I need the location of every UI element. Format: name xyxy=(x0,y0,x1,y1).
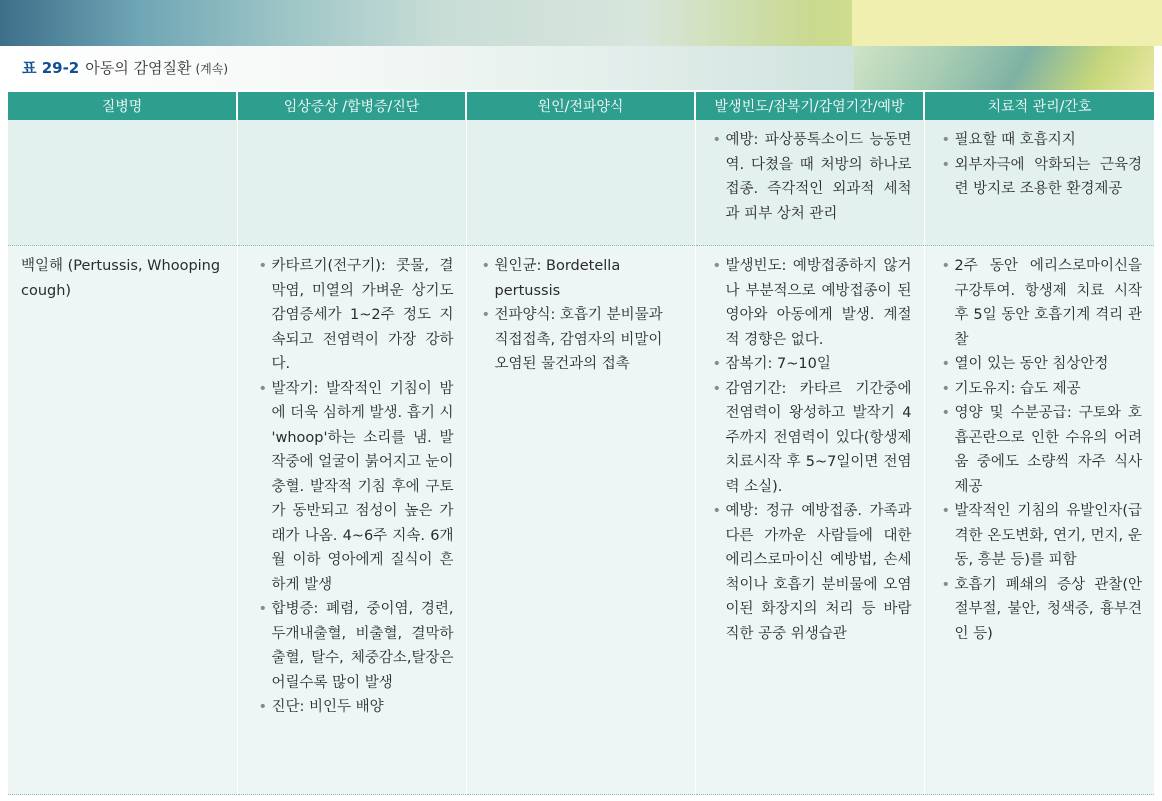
title-decoration-image xyxy=(854,46,1154,90)
list-item: • 호흡기 폐쇄의 증상 관찰(안절부절, 불안, 청색증, 흉부견인 등) xyxy=(939,573,1143,647)
list-item: • 합병증: 폐렴, 중이염, 경련, 두개내출혈, 비출혈, 결막하출혈, 탈수, 체중감소,탈장은 어릴수록 많이 발생 xyxy=(256,597,454,695)
list-item: • 열이 있는 동안 침상안정 xyxy=(939,352,1143,377)
list-item: • 2주 동안 에리스로마이신을 구강투여. 항생제 치료 시작 후 5일 동안 호흡기계 격리 관찰 xyxy=(939,254,1143,352)
column-header-care: 치료적 관리/간호 xyxy=(924,92,1154,120)
list-item: • 카타르기(전구기): 콧물, 결막염, 미열의 가벼운 상기도 감염증세가 1~2주 정도 지속되고 전염력이 가장 강하다. xyxy=(256,254,454,377)
list-item: • 기도유지: 습도 제공 xyxy=(939,377,1143,402)
cell-clinical xyxy=(237,120,466,246)
cell-care xyxy=(924,246,1154,795)
cell-epidemiology xyxy=(695,246,924,795)
list-item: • 발작적인 기침의 유발인자(급격한 온도변화, 연기, 먼지, 운동, 흥분 등)를 피함 xyxy=(939,499,1143,573)
list-item: • 외부자극에 악화되는 근육경련 방지로 조용한 환경제공 xyxy=(939,153,1143,202)
table-number: 표 29-2 xyxy=(22,59,80,77)
column-header-clinical: 임상증상 /합병증/진단 xyxy=(237,92,466,120)
cell-epidemiology xyxy=(695,120,924,246)
list-item: • 영양 및 수분공급: 구토와 호흡곤란으로 인한 수유의 어려움 중에도 소량씩 자주 식사 제공 xyxy=(939,401,1143,499)
table-name: 아동의 감염질환 xyxy=(85,59,192,77)
column-header-cause: 원인/전파양식 xyxy=(466,92,695,120)
column-header-epidemiology: 발생빈도/잠복기/감염기간/예방 xyxy=(695,92,924,120)
list-item: • 예방: 정규 예방접종. 가족과 다른 가까운 사람들에 대한 에리스로마이신 예방법, 손세척이나 호흡기 분비물에 오염이된 화장지의 처리 등 바람직한 공중 위생습관 xyxy=(710,499,912,646)
infection-table xyxy=(8,92,1154,795)
list-item: • 필요할 때 호흡지지 xyxy=(939,128,1143,153)
list-item: • 전파양식: 호흡기 분비물과 직접접촉, 감염자의 비말이 오염된 물건과의 접촉 xyxy=(479,303,679,377)
header-banner-image xyxy=(0,0,1162,46)
list-item: • 예방: 파상풍톡소이드 능동면역. 다쳤을 때 처방의 하나로 접종. 즉각적인 외과적 세척과 피부 상처 관리 xyxy=(710,128,912,226)
table-row xyxy=(8,246,1154,795)
table-row xyxy=(8,120,1154,246)
cell-disease xyxy=(8,246,237,795)
list-item: • 발생빈도: 예방접종하지 않거나 부분적으로 예방접종이 된 영아와 아동에게 발생. 계절적 경향은 없다. xyxy=(710,254,912,352)
column-header-disease: 질병명 xyxy=(8,92,237,120)
list-item: • 발작기: 발작적인 기침이 밤에 더욱 심하게 발생. 흡기 시 'whoop'하는 소리를 냄. 발작중에 얼굴이 붉어지고 눈이 충혈. 발작적 기침 후에 구토가 동반되고 점성이 높은 가래가 나옴. 4~6주 지속. 6개월 이하 영아에게 질식이 흔하게 발생 xyxy=(256,377,454,598)
list-item: • 원인균: Bordetella pertussis xyxy=(479,254,679,303)
continued-label: (계속) xyxy=(195,62,229,76)
header-row xyxy=(8,92,1154,120)
list-item: • 진단: 비인두 배양 xyxy=(256,695,454,720)
list-item: • 잠복기: 7~10일 xyxy=(710,352,912,377)
disease-name: 백일해 (Pertussis, Whooping cough) xyxy=(21,258,221,299)
cell-care xyxy=(924,120,1154,246)
table-title xyxy=(22,57,228,78)
cell-disease xyxy=(8,120,237,246)
cell-clinical xyxy=(237,246,466,795)
list-item: • 감염기간: 카타르 기간중에 전염력이 왕성하고 발작기 4주까지 전염력이 있다(항생제 치료시작 후 5~7일이면 전염력 소실). xyxy=(710,377,912,500)
cell-cause xyxy=(466,246,695,795)
cell-cause xyxy=(466,120,695,246)
